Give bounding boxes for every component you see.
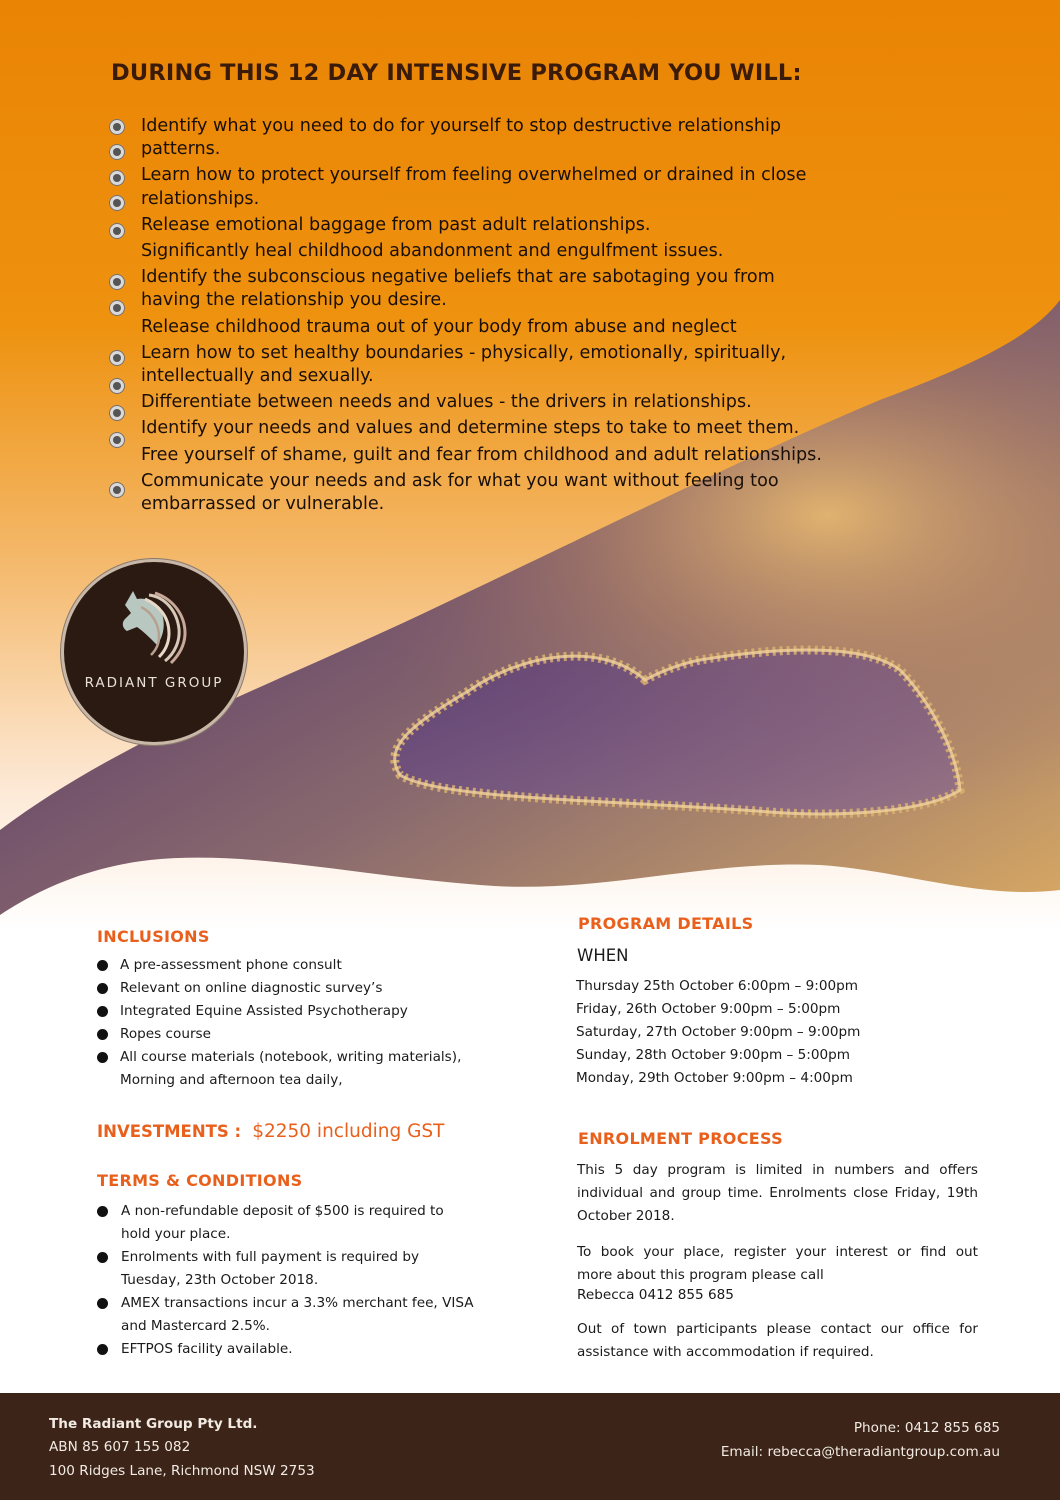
schedule-list [576, 975, 860, 1090]
booking-contact: Rebecca 0412 855 685 [577, 1287, 734, 1303]
list-item: Free yourself of shame, guilt and fear from childhood and adult relationships. [141, 444, 822, 465]
list-item: Ropes course [120, 1026, 211, 1042]
schedule-item: Thursday 25th October 6:00pm – 9:00pm [576, 978, 859, 994]
bullet-icon [109, 405, 125, 421]
footer-phone: Phone: 0412 855 685 [853, 1420, 1000, 1436]
list-item: intellectually and sexually. [141, 366, 374, 387]
list-item: patterns. [141, 139, 221, 160]
schedule-item: Saturday, 27th October 9:00pm – 9:00pm [576, 1024, 861, 1040]
inclusions-heading: INCLUSIONS [97, 927, 210, 946]
investments-price: $2250 including GST [252, 1121, 445, 1142]
paragraph-line: more about this program please call [577, 1267, 824, 1283]
list-item: having the relationship you desire. [141, 290, 447, 311]
schedule-item: Monday, 29th October 9:00pm – 4:00pm [576, 1070, 853, 1086]
bullet-icon [109, 170, 125, 186]
list-item: Learn how to set healthy boundaries - physically, emotionally, spiritually, [141, 342, 787, 363]
list-item: A non-refundable deposit of $500 is required to [121, 1203, 444, 1219]
bullet-icon [109, 432, 125, 448]
schedule-item: Friday, 26th October 9:00pm – 5:00pm [576, 1001, 841, 1017]
logo-text: RADIANT GROUP [84, 675, 224, 691]
bullet-icon [109, 195, 125, 211]
list-item: AMEX transactions incur a 3.3% merchant fee, VISA [121, 1295, 474, 1311]
list-item: Morning and afternoon tea daily, [120, 1072, 343, 1088]
company-name: The Radiant Group Pty Ltd. [49, 1416, 258, 1432]
paragraph-line: Out of town participants please contact our office for [577, 1321, 978, 1337]
bullet-icon [109, 144, 125, 160]
paragraph-line: individual and group time. Enrolments close Friday, 19th [577, 1185, 978, 1201]
inclusions-list [120, 954, 461, 1092]
bullet-icon [97, 983, 108, 994]
bullet-icon [109, 300, 125, 316]
bullet-icon [97, 1252, 108, 1263]
program-outcomes-list [141, 115, 822, 516]
footer [0, 1393, 1060, 1500]
list-item: Release childhood trauma out of your body from abuse and neglect [141, 316, 737, 337]
enrolment-paragraph-2 [577, 1241, 978, 1303]
radiant-group-logo [64, 562, 244, 742]
bullet-icon [109, 223, 125, 239]
bullet-icon [97, 1029, 108, 1040]
company-abn: ABN 85 607 155 082 [49, 1439, 191, 1455]
list-item: A pre-assessment phone consult [120, 957, 342, 973]
enrolment-paragraph-1 [577, 1159, 978, 1228]
list-item: Learn how to protect yourself from feeling overwhelmed or drained in close [141, 165, 807, 186]
list-item: Enrolments with full payment is required by [121, 1249, 419, 1265]
bullet-icon [109, 119, 125, 135]
list-item: Relevant on online diagnostic survey’s [120, 980, 383, 996]
bullet-icon [97, 1298, 108, 1309]
list-item: All course materials (notebook, writing materials), [120, 1049, 462, 1065]
company-address: 100 Ridges Lane, Richmond NSW 2753 [49, 1463, 315, 1479]
bullet-icon [109, 350, 125, 366]
when-label: WHEN [577, 946, 629, 965]
list-item: Significantly heal childhood abandonment and engulfment issues. [141, 241, 724, 262]
list-item: Identify your needs and values and determine steps to take to meet them. [141, 418, 800, 439]
paragraph-line: assistance with accommodation if required. [577, 1344, 874, 1360]
list-item: Identify what you need to do for yourself to stop destructive relationship [141, 116, 782, 136]
bullet-icon [97, 1206, 108, 1217]
paragraph-line: To book your place, register your interest or find out [577, 1244, 978, 1260]
bullet-icon [109, 274, 125, 290]
bullet-icon [97, 1052, 108, 1063]
list-item: hold your place. [121, 1226, 231, 1242]
list-item: EFTPOS facility available. [121, 1341, 293, 1357]
bullet-icon [97, 1344, 108, 1355]
enrolment-heading: ENROLMENT PROCESS [578, 1129, 783, 1148]
list-item: Tuesday, 23th October 2018. [121, 1272, 319, 1288]
bullet-icon [97, 1006, 108, 1017]
program-details-heading: PROGRAM DETAILS [578, 914, 754, 933]
enrolment-paragraph-3 [577, 1318, 978, 1364]
list-item: Communicate your needs and ask for what you want without feeling too [141, 470, 779, 491]
investments-label: INVESTMENTS : [97, 1122, 242, 1141]
horse-head-icon [119, 587, 189, 667]
paragraph-line: This 5 day program is limited in numbers and offers [577, 1162, 978, 1178]
terms-list [121, 1200, 474, 1361]
list-item: relationships. [141, 188, 260, 209]
list-item: Integrated Equine Assisted Psychotherapy [120, 1003, 408, 1019]
list-item: and Mastercard 2.5%. [121, 1318, 270, 1334]
hero-title: DURING THIS 12 DAY INTENSIVE PROGRAM YOU WILL: [111, 60, 802, 86]
bullet-icon [109, 378, 125, 394]
list-item: Release emotional baggage from past adult relationships. [141, 214, 651, 235]
list-item: embarrassed or vulnerable. [141, 494, 385, 515]
bullet-icon [109, 482, 125, 498]
list-item: Identify the subconscious negative beliefs that are sabotaging you from [141, 267, 775, 288]
list-item: Differentiate between needs and values - the drivers in relationships. [141, 392, 752, 413]
schedule-item: Sunday, 28th October 9:00pm – 5:00pm [576, 1047, 851, 1063]
footer-email[interactable]: Email: rebecca@theradiantgroup.com.au [720, 1444, 1000, 1460]
terms-heading: TERMS & CONDITIONS [97, 1171, 303, 1190]
investments-line [97, 1121, 444, 1142]
paragraph-line: October 2018. [577, 1208, 675, 1224]
bullet-icon [97, 960, 108, 971]
